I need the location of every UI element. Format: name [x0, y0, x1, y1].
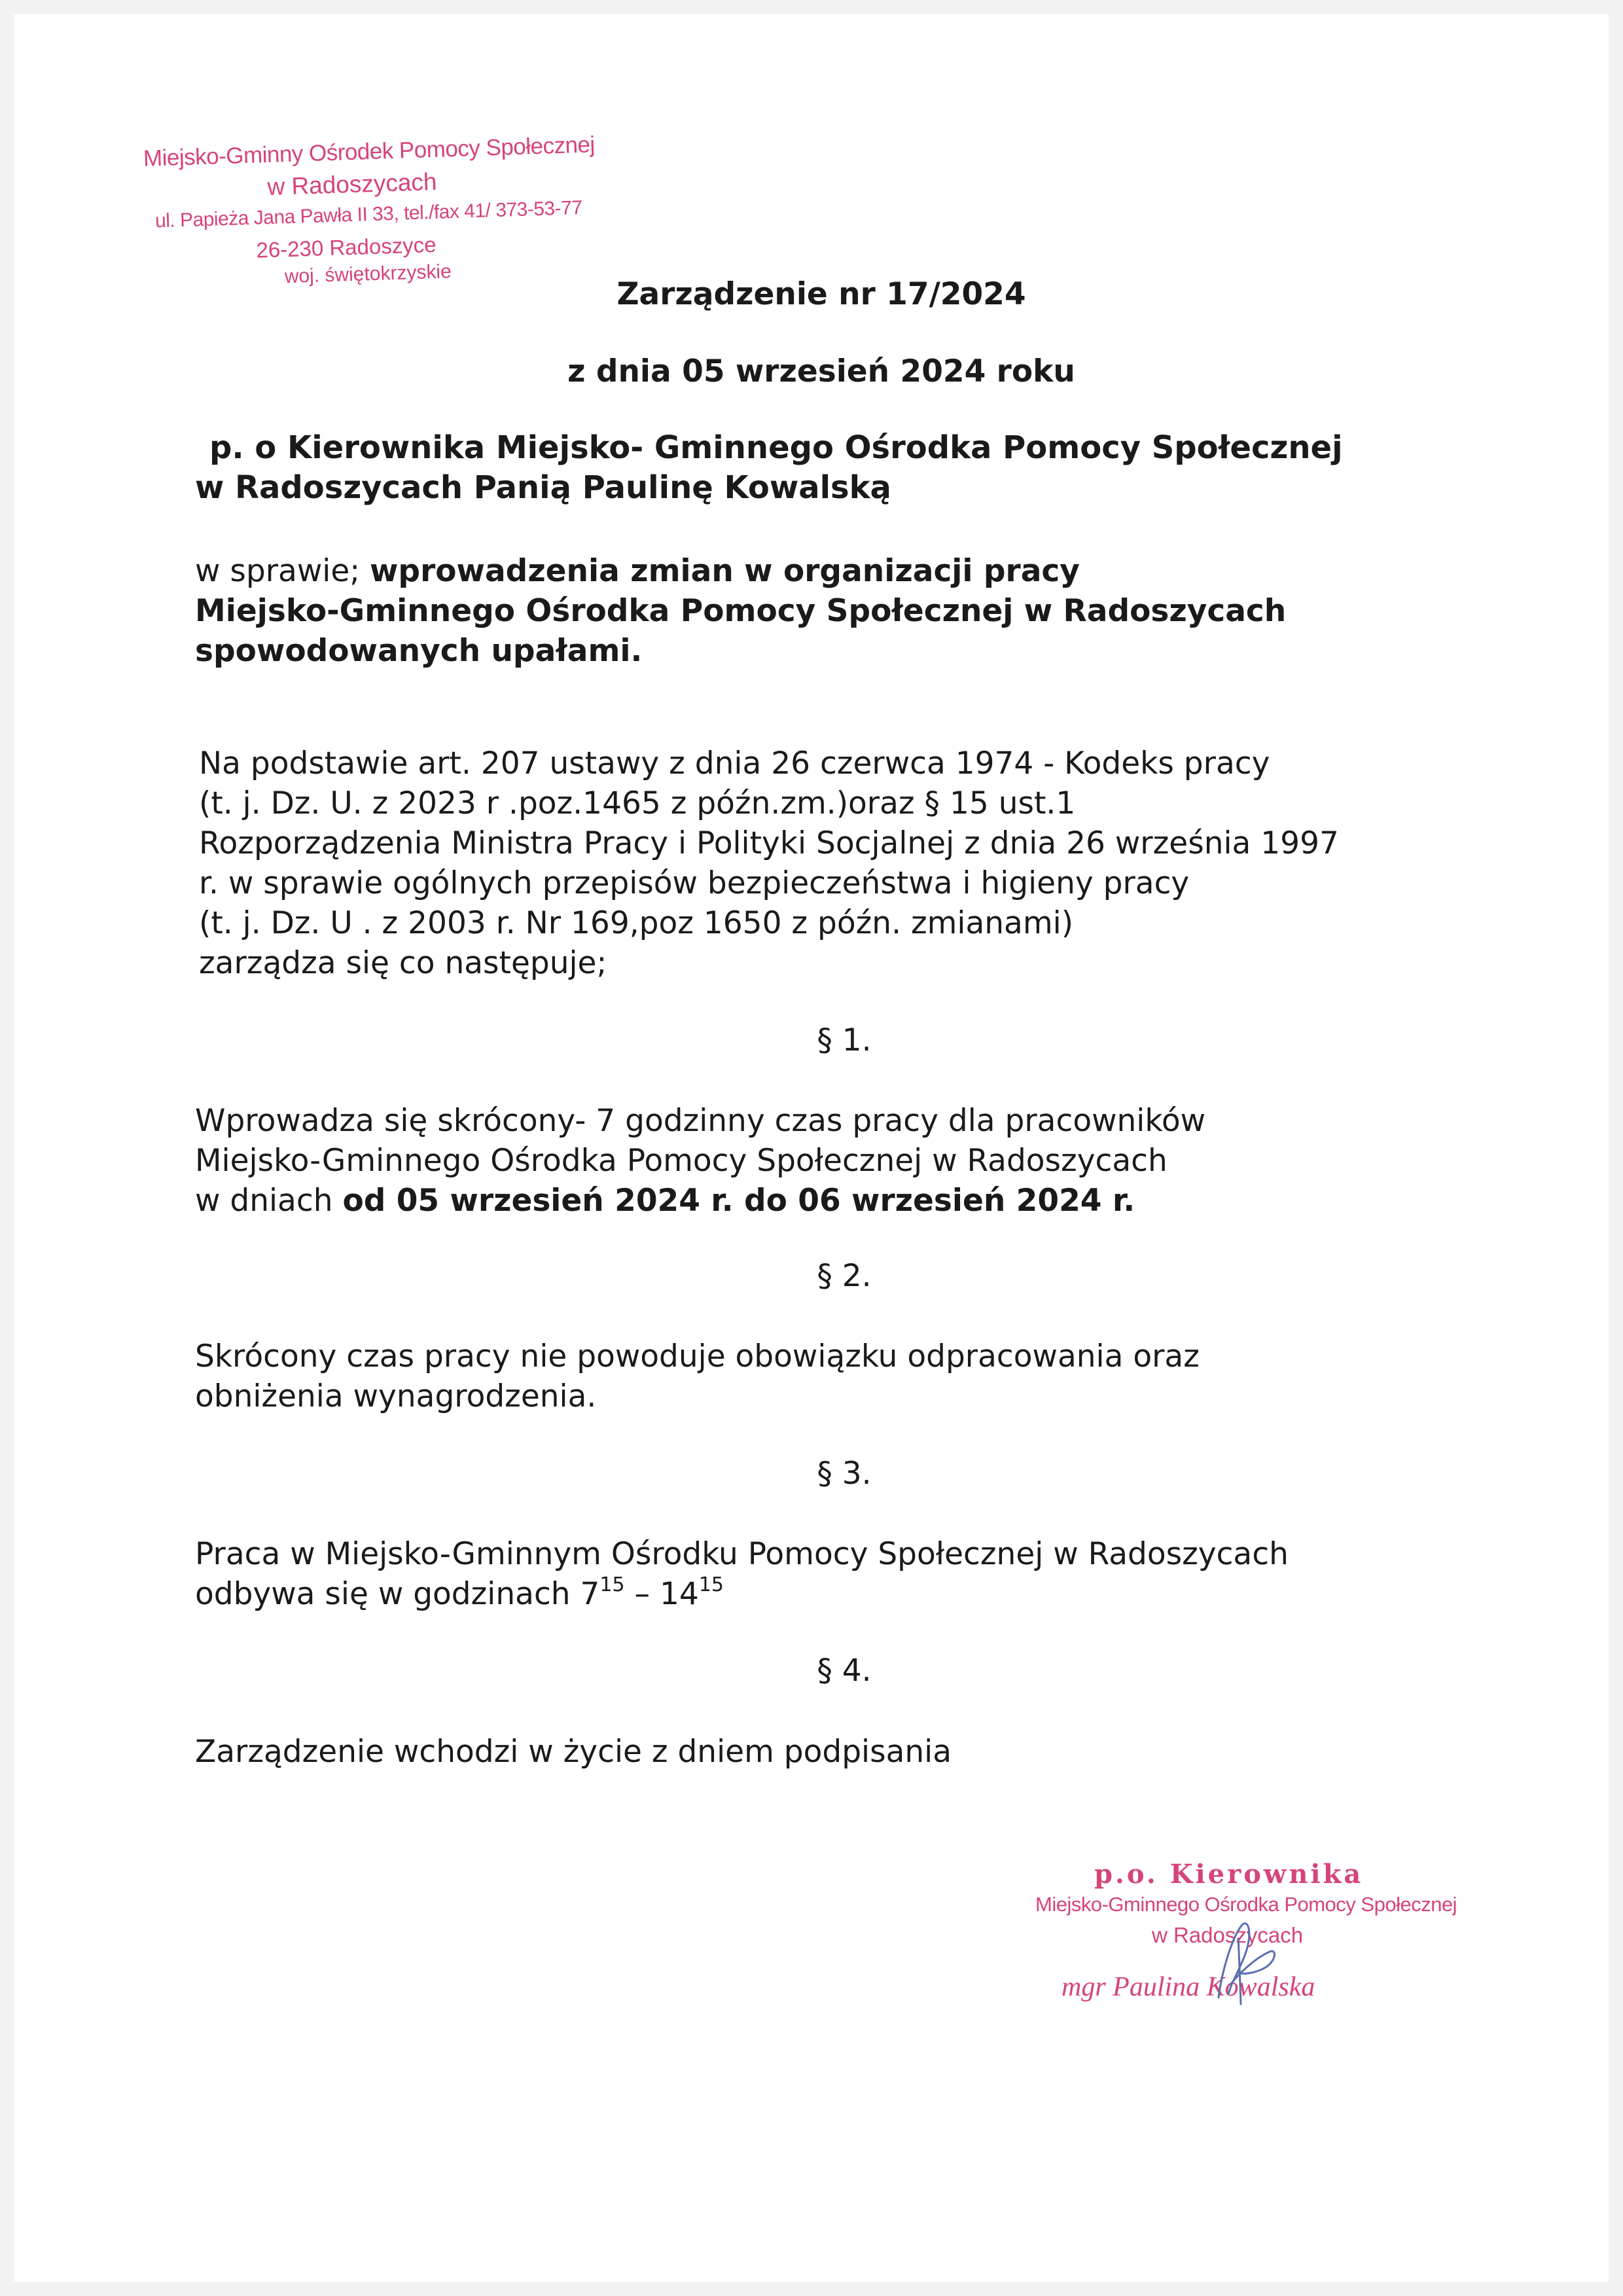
document-title: Zarządzenie nr 17/2024 [616, 276, 1026, 312]
signature-stamp-name: mgr Paulina Kowalska [1061, 1972, 1315, 2002]
section-1-prefix: w dniach [195, 1183, 343, 1219]
section-3-line-2 [195, 1574, 724, 1614]
section-1-line-3 [195, 1181, 1135, 1221]
signature-stamp-town: w Radoszycach [1152, 1923, 1304, 1947]
hour-end: 14 [660, 1576, 699, 1612]
subject-bold: wprowadzenia zmian w organizacji pracy [370, 553, 1080, 589]
basis-line-2: (t. j. Dz. U. z 2023 r .poz.1465 z późn.zm.)oraz § 15 ust.1 [199, 785, 1076, 821]
institution-stamp [14, 0, 1608, 288]
hour-end-minutes: 15 [698, 1573, 724, 1596]
section-3-mark: § 3. [817, 1456, 872, 1492]
issuer-line-1: p. o Kierownika Miejsko- Gminnego Ośrodka Pomocy Społecznej [209, 429, 1343, 466]
stamp-line-1: Miejsko-Gminny Ośrodek Pomocy Społecznej [143, 132, 596, 171]
signature-stamp-title: p.o. Kierownika [1094, 1859, 1364, 1890]
stamp-line-3: ul. Papieża Jana Pawła II 33, tel./fax 41/ 373-53-77 [154, 196, 582, 232]
stamp-line-4: 26-230 Radoszyce [255, 232, 437, 262]
basis-line-1: Na podstawie art. 207 ustawy z dnia 26 czerwca 1974 - Kodeks pracy [199, 745, 1270, 781]
section-2-mark: § 2. [817, 1258, 872, 1294]
basis-line-4: r. w sprawie ogólnych przepisów bezpieczeństwa i higieny pracy [199, 865, 1190, 901]
subject-line-1 [195, 551, 1080, 591]
signature-stamp-institution: Miejsko-Gminnego Ośrodka Pomocy Społecznej [1035, 1893, 1457, 1916]
section-1-line-1: Wprowadza się skrócony- 7 godzinny czas pracy dla pracowników [195, 1103, 1206, 1139]
section-3-prefix: odbywa się w godzinach [195, 1576, 580, 1612]
section-4-mark: § 4. [817, 1653, 872, 1689]
section-3-line-1: Praca w Miejsko-Gminnym Ośrodku Pomocy Społecznej w Radoszycach [195, 1536, 1289, 1572]
basis-line-6: zarządza się co następuje; [199, 945, 607, 981]
hour-start-minutes: 15 [599, 1573, 625, 1596]
document-date: z dnia 05 wrzesień 2024 roku [567, 353, 1075, 389]
subject-prefix: w sprawie; [195, 553, 370, 589]
hour-dash: – [624, 1576, 660, 1612]
stamp-line-5: woj. świętokrzyskie [284, 260, 452, 288]
handwritten-signature [1192, 1912, 1291, 2017]
basis-line-3: Rozporządzenia Ministra Pracy i Polityki Socjalnej z dnia 26 września 1997 [199, 825, 1339, 861]
section-4-line-1: Zarządzenie wchodzi w życie z dniem podpisania [195, 1734, 952, 1770]
section-2-line-2: obniżenia wynagrodzenia. [195, 1378, 597, 1414]
section-1-line-2: Miejsko-Gminnego Ośrodka Pomocy Społecznej w Radoszycach [195, 1143, 1168, 1179]
subject-line-3: spowodowanych upałami. [195, 633, 643, 669]
hour-start: 7 [580, 1576, 600, 1612]
issuer-line-2: w Radoszycach Panią Paulinę Kowalską [195, 469, 891, 506]
stamp-line-2: w Radoszycach [266, 168, 438, 200]
section-1-dates: od 05 wrzesień 2024 r. do 06 wrzesień 2024 r. [342, 1183, 1135, 1219]
section-2-line-1: Skrócony czas pracy nie powoduje obowiązku odpracowania oraz [195, 1338, 1200, 1374]
section-1-mark: § 1. [817, 1022, 872, 1058]
subject-line-2: Miejsko-Gminnego Ośrodka Pomocy Społecznej w Radoszycach [195, 593, 1287, 629]
basis-line-5: (t. j. Dz. U . z 2003 r. Nr 169,poz 1650 z późn. zmianami) [199, 905, 1074, 941]
signature-stroke [1219, 1924, 1275, 2004]
document-page [14, 14, 1609, 2282]
